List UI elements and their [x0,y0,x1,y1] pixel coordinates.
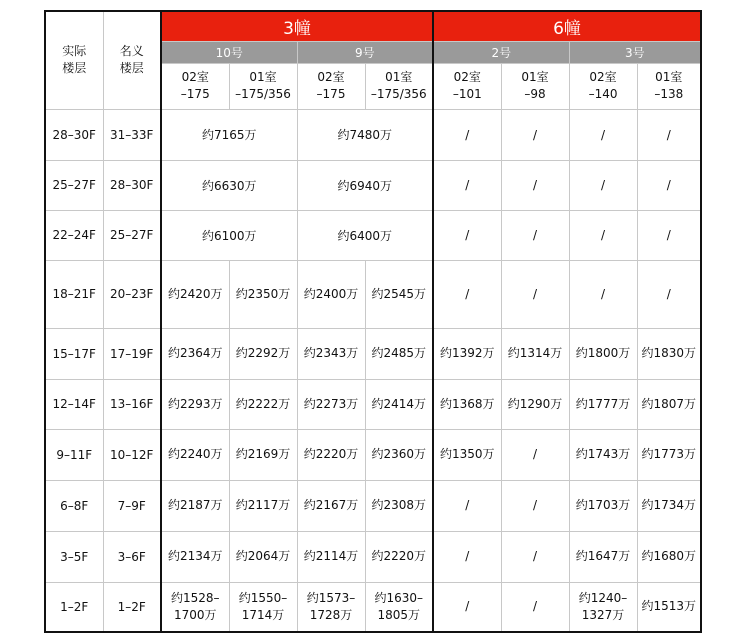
table-row [45,328,701,379]
price-cell: 约2187万 [161,480,229,531]
price-cell: 约2292万 [229,328,297,379]
price-cell: 约2350万 [229,260,297,328]
price-cell: 约1513万 [637,582,701,632]
price-cell: 约2293万 [161,379,229,429]
room-number: 02室 [589,70,617,84]
real-floor-cell: 1–2F [45,582,103,632]
price-cell: 约2134万 [161,531,229,582]
room-area: –175 [180,87,210,101]
unit-9-header: 9号 [297,41,433,63]
price-cell: 约2414万 [365,379,433,429]
room-area: –175/356 [370,87,427,101]
real-floor-cell: 25–27F [45,160,103,210]
price-cell: 约1773万 [637,429,701,480]
price-cell: 约2545万 [365,260,433,328]
nominal-floor-cell: 3–6F [103,531,161,582]
room-area: –175 [316,87,346,101]
price-cell: / [433,480,501,531]
price-cell: 约1573–1728万 [297,582,365,632]
price-cell: 约2400万 [297,260,365,328]
price-cell: 约2114万 [297,531,365,582]
price-cell: 约1350万 [433,429,501,480]
price-cell: 约1630–1805万 [365,582,433,632]
header-real-floor [45,11,103,109]
room-area: –98 [524,87,546,101]
room-area: –101 [452,87,482,101]
price-cell: / [569,160,637,210]
price-cell: 约1240–1327万 [569,582,637,632]
price-cell: / [569,260,637,328]
price-cell: 约2220万 [365,531,433,582]
real-floor-cell: 6–8F [45,480,103,531]
room-area: –175/356 [235,87,291,101]
price-cell: 约1392万 [433,328,501,379]
nominal-floor-cell: 20–23F [103,260,161,328]
price-cell: 约1680万 [637,531,701,582]
nominal-floor-cell: 28–30F [103,160,161,210]
price-cell: 约6940万 [297,160,433,210]
price-cell: 约2064万 [229,531,297,582]
table-row [45,582,701,632]
price-cell: 约2420万 [161,260,229,328]
room-header [161,63,229,109]
price-cell: / [501,210,569,260]
price-cell: 约2220万 [297,429,365,480]
room-number: 01室 [249,70,277,84]
room-number: 01室 [385,70,413,84]
price-cell: 约6630万 [161,160,297,210]
room-header [501,63,569,109]
price-cell: / [501,429,569,480]
header-real-floor-label: 实际楼层 [62,44,87,76]
nominal-floor-cell: 31–33F [103,109,161,160]
nominal-floor-cell: 25–27F [103,210,161,260]
nominal-floor-cell: 17–19F [103,328,161,379]
price-cell: 约2240万 [161,429,229,480]
room-number: 02室 [453,70,481,84]
header-nominal-floor [103,11,161,109]
price-cell: / [637,260,701,328]
header-nominal-floor-label: 名义楼层 [119,44,144,76]
price-cell: 约2360万 [365,429,433,480]
price-cell: 约6100万 [161,210,297,260]
room-number: 01室 [655,70,683,84]
real-floor-cell: 28–30F [45,109,103,160]
real-floor-cell: 15–17F [45,328,103,379]
room-header [297,63,365,109]
price-cell: 约2169万 [229,429,297,480]
price-cell: / [433,260,501,328]
price-table [44,10,702,633]
price-cell: 约2117万 [229,480,297,531]
real-floor-cell: 3–5F [45,531,103,582]
price-cell: 约1777万 [569,379,637,429]
room-header [569,63,637,109]
price-cell: / [569,210,637,260]
table-row [45,210,701,260]
real-floor-cell: 22–24F [45,210,103,260]
nominal-floor-cell: 7–9F [103,480,161,531]
price-cell: / [501,109,569,160]
price-cell: 约1368万 [433,379,501,429]
price-cell: / [433,160,501,210]
real-floor-cell: 18–21F [45,260,103,328]
real-floor-cell: 9–11F [45,429,103,480]
price-cell: / [501,531,569,582]
room-header [229,63,297,109]
room-number: 02室 [317,70,345,84]
room-number: 02室 [181,70,209,84]
unit-10-header: 10号 [161,41,297,63]
price-cell: 约1743万 [569,429,637,480]
price-cell: / [501,260,569,328]
price-cell: / [637,210,701,260]
building-6-header: 6幢 [433,11,701,41]
table-row [45,379,701,429]
price-cell: / [433,531,501,582]
price-cell: 约2485万 [365,328,433,379]
price-cell: 约7165万 [161,109,297,160]
table-row [45,109,701,160]
price-cell: / [433,109,501,160]
price-cell: 约1703万 [569,480,637,531]
table-row [45,160,701,210]
nominal-floor-cell: 10–12F [103,429,161,480]
table-row [45,429,701,480]
price-cell: / [433,582,501,632]
price-cell: 约1734万 [637,480,701,531]
building-3-header: 3幢 [161,11,433,41]
price-cell: / [433,210,501,260]
price-cell: 约2343万 [297,328,365,379]
price-cell: 约1800万 [569,328,637,379]
table-row [45,480,701,531]
price-cell: 约6400万 [297,210,433,260]
room-area: –140 [588,87,618,101]
price-cell: / [569,109,637,160]
nominal-floor-cell: 1–2F [103,582,161,632]
price-cell: 约2222万 [229,379,297,429]
room-area: –138 [654,87,684,101]
price-cell: 约2273万 [297,379,365,429]
unit-3-header: 3号 [569,41,701,63]
price-cell: / [637,160,701,210]
price-cell: 约1807万 [637,379,701,429]
price-cell: / [637,109,701,160]
price-cell: / [501,160,569,210]
room-number: 01室 [521,70,549,84]
price-cell: 约7480万 [297,109,433,160]
price-cell: 约1830万 [637,328,701,379]
price-cell: 约1528–1700万 [161,582,229,632]
price-cell: 约2308万 [365,480,433,531]
nominal-floor-cell: 13–16F [103,379,161,429]
price-cell: 约1647万 [569,531,637,582]
price-cell: 约1550–1714万 [229,582,297,632]
table-row [45,260,701,328]
room-header [365,63,433,109]
price-cell: 约2364万 [161,328,229,379]
price-cell: 约2167万 [297,480,365,531]
real-floor-cell: 12–14F [45,379,103,429]
price-cell: 约1314万 [501,328,569,379]
price-cell: / [501,480,569,531]
room-header [637,63,701,109]
table-row [45,531,701,582]
room-header [433,63,501,109]
price-cell: / [501,582,569,632]
price-cell: 约1290万 [501,379,569,429]
unit-2-header: 2号 [433,41,569,63]
